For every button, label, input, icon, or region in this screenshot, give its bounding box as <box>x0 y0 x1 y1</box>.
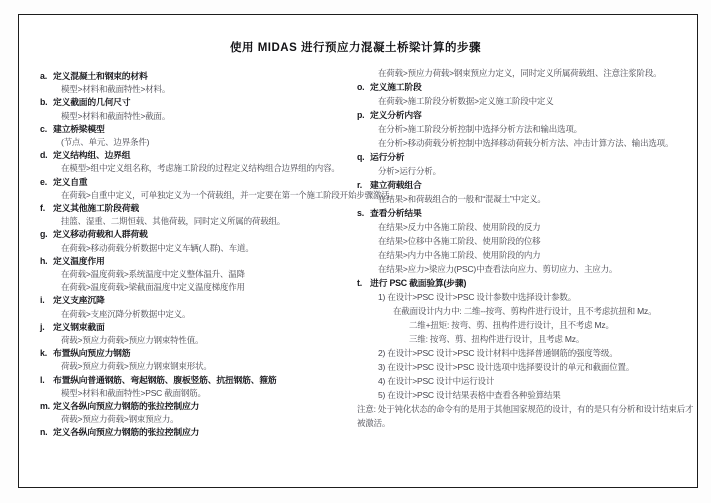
item-title: 进行 PSC 截面验算(步骤) <box>370 278 467 288</box>
text-line: 模型>材料和截面特性>材料。 <box>61 84 171 95</box>
section-heading <box>40 321 356 334</box>
text-line: 荷载>预应力荷载>预应力钢束钢束形状。 <box>61 361 212 372</box>
item-letter-label: e. <box>40 176 47 187</box>
item-letter-label: c. <box>40 123 47 134</box>
item-letter-label: i. <box>40 295 45 306</box>
item-letter-label: j. <box>40 321 45 332</box>
section-heading <box>357 206 693 220</box>
item-letter-label: o. <box>357 82 365 92</box>
section-heading <box>40 96 356 109</box>
item-letter-label: m. <box>40 401 50 412</box>
text-line: 在结果>内力中各施工阶段、使用阶段的内力 <box>378 250 541 260</box>
text-line: 在分析>移动荷载分析控制中选择移动荷载分析方法、冲击计算方法、输出选项。 <box>378 138 674 148</box>
text-line: 三维: 按弯、剪、扭构件进行设计，且考虑 Mz。 <box>409 334 585 344</box>
item-letter-label: q. <box>357 152 365 162</box>
text-line: 荷载>预应力荷载>预应力钢束特性值。 <box>61 335 204 346</box>
item-title: 布置纵向普通钢筋、弯起钢筋、腹板竖筋、抗扭钢筋、箍筋 <box>53 374 277 385</box>
item-title: 定义钢束截面 <box>53 321 105 332</box>
text-line: 3) 在设计>PSC 设计>PSC 设计选项中选择要设计的单元和截面位置。 <box>378 362 635 372</box>
item-title: 定义其他施工阶段荷载 <box>53 203 139 214</box>
item-title: 定义各纵向预应力钢筋的张拉控制应力 <box>53 427 200 438</box>
text-line: 在荷载>预应力荷载>钢束预应力定义，同时定义所属荷载组、注意注浆阶段。 <box>378 68 662 78</box>
item-letter-label: k. <box>40 348 47 359</box>
text-line: 模型>材料和截面特性>截面。 <box>61 110 171 121</box>
item-letter-label: g. <box>40 229 48 240</box>
column-right <box>357 66 693 430</box>
item-letter-label: p. <box>357 110 365 120</box>
item-letter-label: r. <box>357 180 362 190</box>
section-heading <box>40 400 356 413</box>
section-heading <box>40 255 356 268</box>
section-heading <box>357 150 693 164</box>
item-title: 定义各纵向预应力钢筋的张拉控制应力 <box>53 401 200 412</box>
section-heading <box>40 294 356 307</box>
item-title: 定义自重 <box>53 176 88 187</box>
text-line: 在结果>位移中各施工阶段、使用阶段的位移 <box>378 236 541 246</box>
page-title: 使用 MIDAS 进行预应力混凝土桥梁计算的步骤 <box>230 42 481 54</box>
item-letter-label: n. <box>40 427 48 438</box>
item-letter-label: l. <box>40 374 45 385</box>
text-line: 模型>材料和截面特性>PSC 截面钢筋。 <box>61 387 206 398</box>
item-title: 定义施工阶段 <box>370 82 422 92</box>
text-line: 1) 在设计>PSC 设计>PSC 设计参数中选择设计参数。 <box>378 292 577 302</box>
item-letter-label: h. <box>40 255 48 266</box>
text-line: 挂篮、湿重、二期恒载、其他荷载，同时定义所属的荷载组。 <box>61 216 286 227</box>
text-line: 2) 在设计>PSC 设计>PSC 设计材料中选择普通钢筋的强度等级。 <box>378 348 618 358</box>
item-title: 建立荷载组合 <box>370 180 422 190</box>
section-heading <box>357 80 693 94</box>
item-title: 定义结构组、边界组 <box>53 150 131 161</box>
item-title: 定义支座沉降 <box>53 295 105 306</box>
item-title: 定义截面的几何尺寸 <box>53 97 131 108</box>
section-heading <box>40 374 356 387</box>
text-line: 在荷载>施工阶段分析数据>定义施工阶段中定义 <box>378 96 554 106</box>
item-letter-label: b. <box>40 97 48 108</box>
item-title: 定义混凝土和钢束的材料 <box>53 71 148 81</box>
text-line: 在结果>应力>梁应力(PSC)中查看法向应力、剪切应力、主应力。 <box>378 264 618 274</box>
section-heading <box>40 202 356 215</box>
item-title: 建立桥梁模型 <box>53 123 105 134</box>
item-letter-label: t. <box>357 278 362 288</box>
item-letter-label: s. <box>357 208 364 218</box>
text-line: 荷载>预应力荷载>钢束预应力。 <box>61 414 179 425</box>
text-line: 在截面设计内力中: 二维--按弯、剪构件进行设计，且不考虑抗扭和 Mz。 <box>393 306 657 316</box>
item-title: 定义分析内容 <box>370 110 422 120</box>
text-line: 在结果>和荷载组合的一般和“混凝土”中定义。 <box>378 194 546 204</box>
item-letter-label: f. <box>40 203 45 214</box>
section-heading <box>40 176 356 189</box>
section-heading <box>40 347 356 360</box>
text-line: 在结果>反力中各施工阶段、使用阶段的反力 <box>378 222 541 232</box>
section-heading <box>40 149 356 162</box>
item-title: 布置纵向预应力钢筋 <box>53 348 131 359</box>
text-line: 在分析>施工阶段分析控制中选择分析方法和输出选项。 <box>378 124 582 134</box>
text-line: 分析>运行分析。 <box>378 166 441 176</box>
section-heading <box>40 123 356 136</box>
item-title: 定义温度作用 <box>53 255 105 266</box>
text-line: 5) 在设计>PSC 设计结果表格中查看各种验算结果 <box>378 390 561 400</box>
text-line: 注意: 处于钝化状态的命令有的是用于其他国家规范的设计，有的是只有分析和设计结束后才 <box>357 404 694 414</box>
text-line: (节点、单元、边界条件) <box>61 137 150 148</box>
text-line: 4) 在设计>PSC 设计中运行设计 <box>378 376 495 386</box>
text-line: 在荷载>移动荷载分析数据中定义车辆(人群)、车道。 <box>61 242 254 253</box>
text-line: 在模型>组中定义组名称，考虑施工阶段的过程定义结构组合边界组的内容。 <box>61 163 340 174</box>
item-title: 定义移动荷载和人群荷载 <box>53 229 148 240</box>
text-line: 在荷载>温度荷载>梁截面温度中定义温度梯度作用 <box>61 282 245 293</box>
section-heading <box>357 276 693 290</box>
item-letter-label: d. <box>40 150 48 161</box>
item-title: 查看分析结果 <box>370 208 422 218</box>
section-heading <box>357 178 693 192</box>
text-line: 被激活。 <box>357 418 391 428</box>
item-letter-label: a. <box>40 71 47 81</box>
text-line: 二维+扭矩: 按弯、剪、扭构件进行设计，且不考虑 Mz。 <box>409 320 614 330</box>
section-heading <box>40 70 356 83</box>
item-title: 运行分析 <box>370 152 405 162</box>
section-heading <box>40 426 356 439</box>
text-line: 在荷载>支座沉降分析数据中定义。 <box>61 308 191 319</box>
section-heading <box>40 228 356 241</box>
text-line: 在荷载>自重中定义，可单独定义为一个荷载组，并一定要在第一个施工阶段开始步骤激活。 <box>61 189 398 200</box>
text-line: 在荷载>温度荷载>系统温度中定义整体温升、温降 <box>61 269 245 280</box>
section-heading <box>357 108 693 122</box>
